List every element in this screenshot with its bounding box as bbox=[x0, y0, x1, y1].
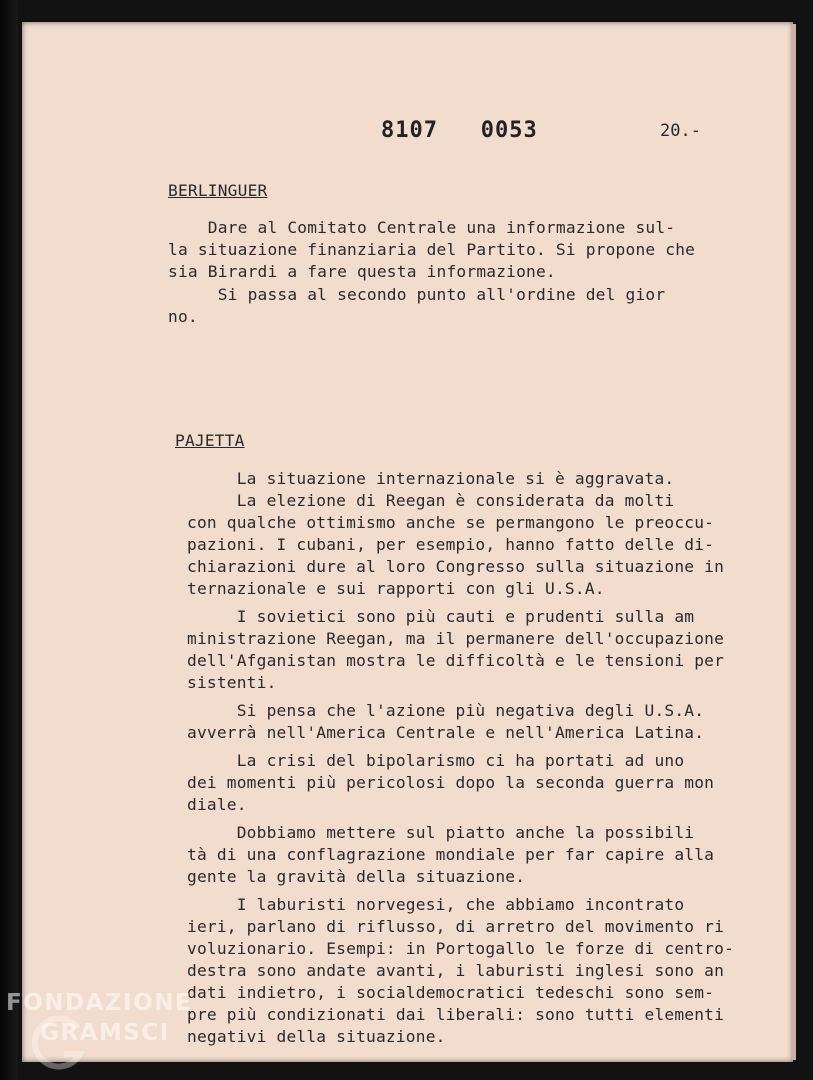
fondazione-gramsci-watermark bbox=[0, 990, 230, 1080]
speaker-pajetta: PAJETTA bbox=[175, 431, 245, 450]
text-line: La situazione internazionale si è aggravata. bbox=[187, 469, 675, 488]
text-line: voluzionario. Esempi: in Portogallo le forze di centro- bbox=[187, 939, 735, 958]
text-line: diale. bbox=[187, 795, 247, 814]
text-line: avverrà nell'America Centrale e nell'America Latina. bbox=[187, 723, 705, 742]
text-line: no. bbox=[168, 307, 198, 326]
text-line: dati indietro, i socialdemocratici tedeschi sono sem- bbox=[187, 983, 715, 1002]
text-line: la situazione finanziaria del Partito. Si propone che bbox=[168, 240, 696, 259]
text-line: I sovietici sono più cauti e prudenti sulla am bbox=[187, 607, 695, 626]
text-line: ministrazione Reegan, ma il permanere dell'occupazione bbox=[187, 629, 725, 648]
text-line: con qualche ottimismo anche se permangono le preoccu- bbox=[187, 513, 715, 532]
text-line: dell'Afganistan mostra le difficoltà e le tensioni per bbox=[187, 651, 725, 670]
speaker-berlinguer: BERLINGUER bbox=[168, 181, 268, 200]
text-line: I laburisti norvegesi, che abbiamo incontrato bbox=[187, 895, 685, 914]
text-line: Si pensa che l'azione più negativa degli U.S.A. bbox=[187, 701, 705, 720]
text-line: ternazionale e sui rapporti con gli U.S.A. bbox=[187, 579, 605, 598]
page-edge bbox=[792, 24, 796, 1060]
text-line: pazioni. I cubani, per esempio, hanno fatto delle di- bbox=[187, 535, 715, 554]
text-line: sia Birardi a fare questa informazione. bbox=[168, 262, 556, 281]
text-line: chiarazioni dure al loro Congresso sulla situazione in bbox=[187, 557, 725, 576]
document-number: 8107 0053 bbox=[381, 118, 538, 143]
text-line: tà di una conflagrazione mondiale per far capire alla bbox=[187, 845, 715, 864]
text-line: Si passa al secondo punto all'ordine del gior bbox=[168, 285, 666, 304]
binder-spine bbox=[0, 0, 18, 1080]
text-line: dei momenti più pericolosi dopo la seconda guerra mon bbox=[187, 773, 715, 792]
text-line: destra sono andate avanti, i laburisti inglesi sono an bbox=[187, 961, 725, 980]
text-line: ieri, parlano di riflusso, di arretro del movimento ri bbox=[187, 917, 725, 936]
text-line: La elezione di Reegan è considerata da molti bbox=[187, 491, 675, 510]
text-line: sistenti. bbox=[187, 673, 277, 692]
text-line: negativi della situazione. bbox=[187, 1027, 446, 1046]
text-line: pre più condizionati dai liberali: sono tutti elementi bbox=[187, 1005, 725, 1024]
watermark-line2: GRAMSCI bbox=[40, 1020, 170, 1046]
text-line: gente la gravità della situazione. bbox=[187, 867, 526, 886]
text-line: Dare al Comitato Centrale una informazione sul- bbox=[168, 218, 676, 237]
text-line: La crisi del bipolarismo ci ha portati ad uno bbox=[187, 751, 685, 770]
text-line: Dobbiamo mettere sul piatto anche la possibili bbox=[187, 823, 695, 842]
page-number: 20.- bbox=[660, 121, 701, 141]
watermark-line1: FONDAZIONE bbox=[6, 990, 193, 1016]
